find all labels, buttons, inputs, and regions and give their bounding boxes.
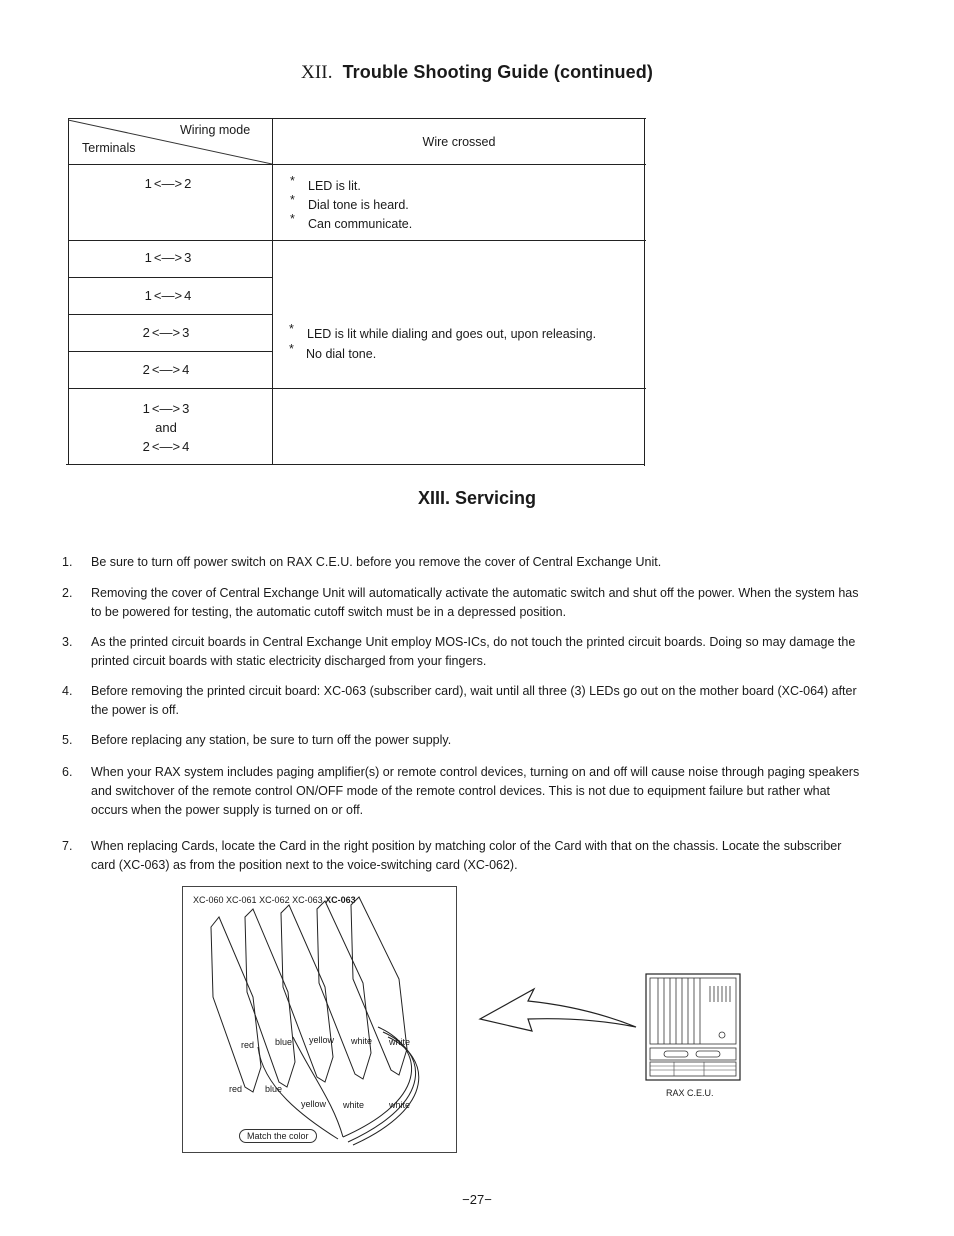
circuit-cards-drawing <box>183 887 456 1152</box>
bullet-asterisk: * <box>290 174 295 188</box>
bullet-asterisk: * <box>290 193 295 207</box>
rax-ceu-label: RAX C.E.U. <box>666 1088 714 1098</box>
color-label-white: white <box>389 1100 411 1110</box>
table-border-bottom <box>66 464 644 465</box>
arrow-icon: <—> <box>151 401 181 416</box>
color-label-white: white <box>389 1037 411 1047</box>
servicing-item: 5. Before replacing any station, be sure to turn off the power supply. <box>62 733 452 747</box>
pointer-arrow-icon <box>476 985 642 1035</box>
table-header-divider <box>68 164 646 165</box>
header-terminals: Terminals <box>82 141 136 155</box>
servicing-item: 7. When replacing Cards, locate the Card in the right position by matching color of the Card with that on the chassis. Locate the subscriber card (XC-063) as from the position next to the voice-switching card (XC-062). <box>62 839 842 872</box>
color-label-yellow: yellow <box>309 1035 335 1045</box>
page-title <box>0 62 954 84</box>
match-color-callout: Match the color <box>239 1129 317 1143</box>
card-labels: XC-060 XC-061 XC-062 XC-063 XC-063 <box>193 895 356 905</box>
terminal-pair-combo: 1 <—> 3 and 2 <—> 4 <box>142 401 190 454</box>
bullet-asterisk: * <box>289 342 294 356</box>
arrow-icon: <—> <box>151 439 181 454</box>
color-label-red: red <box>241 1040 255 1050</box>
header-wiring-mode: Wiring mode <box>180 123 251 137</box>
arrow-icon: <—> <box>153 176 183 191</box>
table-row-divider <box>68 277 272 278</box>
bullet-asterisk: * <box>289 322 294 336</box>
page-number: −27− <box>462 1192 492 1207</box>
terminal-pair-1-2: 1 <—> 2 <box>144 176 192 191</box>
color-label-white: white <box>343 1100 365 1110</box>
table-column-divider <box>272 118 273 465</box>
table-row-divider <box>68 388 646 389</box>
rax-ceu-unit <box>644 972 742 1084</box>
arrow-icon: <—> <box>153 288 183 303</box>
result-line: LED is lit. <box>308 179 361 193</box>
section-number: XII. <box>301 62 333 83</box>
servicing-item: 3. As the printed circuit boards in Central Exchange Unit employ MOS-ICs, do not touch the printed circuit boards. Doing so may damage the printed circuit boards with static electricity discharged from your fingers. <box>62 635 856 668</box>
result-line: Dial tone is heard. <box>308 198 409 212</box>
terminal-pair-1-3: 1 <—> 3 <box>144 250 192 265</box>
servicing-item: 4. Before removing the printed circuit board: XC-063 (subscriber card), wait until all three (3) LEDs go out on the mother board (XC-064) after the power is off. <box>62 684 857 717</box>
bullet-asterisk: * <box>290 212 295 226</box>
result-line: LED is lit while dialing and goes out, upon releasing. <box>307 327 597 341</box>
table-row-divider <box>68 314 272 315</box>
card-illustration <box>182 886 457 1153</box>
servicing-item: 6. When your RAX system includes paging amplifier(s) or remote control devices, turning on and off will cause noise through paging speakers and switchover of the remote control ON/OFF mode of the remote control devices. This is not due to equipment failure but rather what occurs when the power supply is turned on or off. <box>62 765 860 817</box>
header-wire-crossed: Wire crossed <box>422 135 496 149</box>
terminal-pair-2-3: 2 <—> 3 <box>142 325 190 340</box>
terminal-pair-1-4: 1 <—> 4 <box>144 288 192 303</box>
table-row-divider <box>68 240 646 241</box>
table-row-divider <box>68 351 272 352</box>
arrow-icon: <—> <box>153 250 183 265</box>
terminal-pair-2-4: 2 <—> 4 <box>142 362 190 377</box>
result-line: Can communicate. <box>308 217 413 231</box>
servicing-item: 1. Be sure to turn off power switch on RAX C.E.U. before you remove the cover of Central Exchange Unit. <box>62 555 662 569</box>
color-label-blue: blue <box>275 1037 293 1047</box>
table-border-right <box>644 118 645 466</box>
color-label-white: white <box>351 1036 373 1046</box>
servicing-item: 2. Removing the cover of Central Exchange Unit will automatically activate the automatic switch and shut off the power. When the system has to be powered for testing, the automatic cutoff switch must be in a depressed position. <box>62 586 859 619</box>
section-title: Trouble Shooting Guide (continued) <box>342 62 653 82</box>
arrow-icon: <—> <box>151 325 181 340</box>
arrow-icon: <—> <box>151 362 181 377</box>
color-label-blue: blue <box>265 1084 283 1094</box>
color-label-yellow: yellow <box>301 1099 327 1109</box>
servicing-heading: XIII. Servicing <box>417 488 537 508</box>
result-line: No dial tone. <box>306 347 377 361</box>
color-label-red: red <box>229 1084 243 1094</box>
